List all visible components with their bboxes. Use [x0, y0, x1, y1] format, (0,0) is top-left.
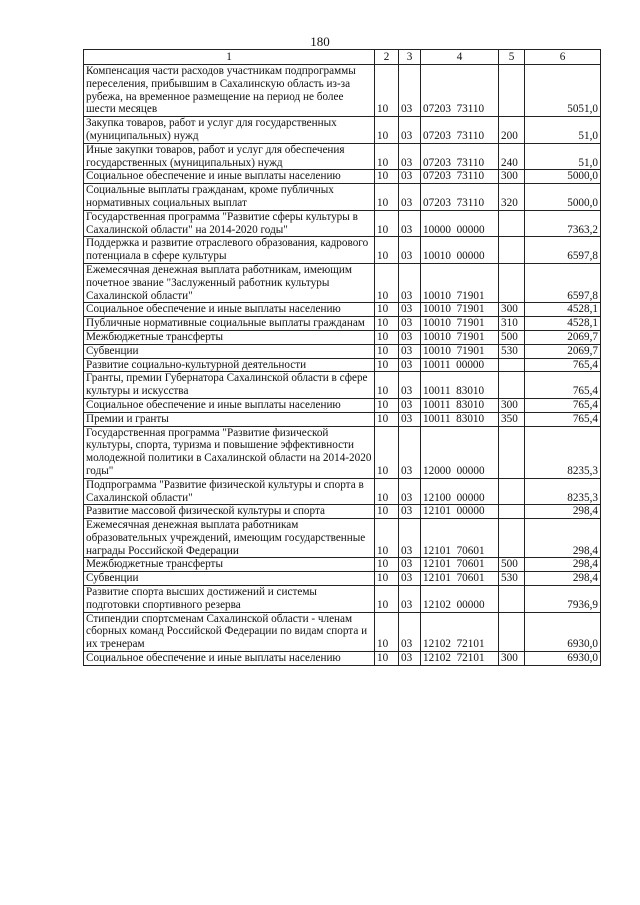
- cell-name: Ежемесячная денежная выплата работникам, имеющим почетное звание "Заслуженный работник культуры Сахалинской области": [84, 263, 375, 302]
- cell-target: 10010 71901: [421, 330, 499, 344]
- cell-section: 10: [375, 652, 399, 666]
- cell-type: 500: [499, 330, 525, 344]
- cell-target: 12102 72101: [421, 652, 499, 666]
- cell-subsection: 03: [399, 505, 421, 519]
- cell-name: Субвенции: [84, 572, 375, 586]
- cell-amount: 51,0: [525, 143, 601, 170]
- cell-amount: 298,4: [525, 572, 601, 586]
- cell-amount: 51,0: [525, 117, 601, 144]
- cell-amount: 765,4: [525, 398, 601, 412]
- cell-amount: 298,4: [525, 519, 601, 558]
- cell-target: 10010 00000: [421, 237, 499, 264]
- cell-amount: 2069,7: [525, 344, 601, 358]
- cell-type: [499, 505, 525, 519]
- cell-subsection: 03: [399, 612, 421, 651]
- table-row: [84, 330, 601, 344]
- cell-name: Развитие спорта высших достижений и системы подготовки спортивного резерва: [84, 586, 375, 613]
- cell-type: [499, 478, 525, 505]
- cell-subsection: 03: [399, 117, 421, 144]
- cell-subsection: 03: [399, 372, 421, 399]
- header-col-subsection: 3: [399, 50, 421, 65]
- cell-target: 10010 71901: [421, 344, 499, 358]
- cell-target: 10010 71901: [421, 317, 499, 331]
- cell-target: 12000 00000: [421, 426, 499, 478]
- page-number: 180: [310, 34, 330, 49]
- cell-subsection: 03: [399, 263, 421, 302]
- cell-amount: 5051,0: [525, 65, 601, 117]
- cell-section: 10: [375, 358, 399, 372]
- cell-amount: 5000,0: [525, 184, 601, 211]
- cell-name: Социальные выплаты гражданам, кроме публичных нормативных социальных выплат: [84, 184, 375, 211]
- cell-section: 10: [375, 65, 399, 117]
- cell-amount: 6930,0: [525, 612, 601, 651]
- cell-name: Публичные нормативные социальные выплаты гражданам: [84, 317, 375, 331]
- cell-subsection: 03: [399, 237, 421, 264]
- cell-target: 07203 73110: [421, 184, 499, 211]
- cell-amount: 4528,1: [525, 317, 601, 331]
- table-row: [84, 303, 601, 317]
- header-col-target: 4: [421, 50, 499, 65]
- cell-name: Межбюджетные трансферты: [84, 330, 375, 344]
- cell-section: 10: [375, 344, 399, 358]
- cell-amount: 298,4: [525, 558, 601, 572]
- cell-type: [499, 237, 525, 264]
- cell-section: 10: [375, 210, 399, 237]
- table-row: [84, 184, 601, 211]
- table-row: [84, 65, 601, 117]
- cell-type: [499, 612, 525, 651]
- cell-section: 10: [375, 426, 399, 478]
- cell-type: 200: [499, 117, 525, 144]
- cell-target: 12102 72101: [421, 612, 499, 651]
- cell-subsection: 03: [399, 184, 421, 211]
- table-row: [84, 478, 601, 505]
- table-row: [84, 398, 601, 412]
- cell-target: 10011 83010: [421, 372, 499, 399]
- cell-name: Социальное обеспечение и иные выплаты населению: [84, 652, 375, 666]
- cell-target: 07203 73110: [421, 117, 499, 144]
- table-row: [84, 237, 601, 264]
- cell-type: 300: [499, 398, 525, 412]
- cell-type: [499, 65, 525, 117]
- table-row: [84, 652, 601, 666]
- cell-section: 10: [375, 412, 399, 426]
- cell-amount: 8235,3: [525, 426, 601, 478]
- header-col-name: 1: [84, 50, 375, 65]
- cell-target: 07203 73110: [421, 143, 499, 170]
- cell-target: 12101 00000: [421, 505, 499, 519]
- cell-subsection: 03: [399, 143, 421, 170]
- cell-target: 12101 70601: [421, 558, 499, 572]
- cell-name: Социальное обеспечение и иные выплаты населению: [84, 303, 375, 317]
- table-row: [84, 612, 601, 651]
- cell-amount: 4528,1: [525, 303, 601, 317]
- cell-section: 10: [375, 572, 399, 586]
- table-body: [84, 65, 601, 666]
- table-row: [84, 170, 601, 184]
- cell-amount: 6930,0: [525, 652, 601, 666]
- cell-type: 530: [499, 344, 525, 358]
- cell-subsection: 03: [399, 65, 421, 117]
- cell-section: 10: [375, 612, 399, 651]
- cell-subsection: 03: [399, 170, 421, 184]
- table-row: [84, 558, 601, 572]
- cell-subsection: 03: [399, 412, 421, 426]
- cell-type: [499, 426, 525, 478]
- cell-section: 10: [375, 263, 399, 302]
- cell-type: 300: [499, 303, 525, 317]
- cell-subsection: 03: [399, 344, 421, 358]
- cell-type: [499, 358, 525, 372]
- cell-name: Субвенции: [84, 344, 375, 358]
- cell-section: 10: [375, 505, 399, 519]
- cell-section: 10: [375, 398, 399, 412]
- cell-section: 10: [375, 478, 399, 505]
- cell-section: 10: [375, 184, 399, 211]
- cell-amount: 6597,8: [525, 237, 601, 264]
- cell-target: 10010 71901: [421, 303, 499, 317]
- cell-section: 10: [375, 303, 399, 317]
- cell-name: Гранты, премии Губернатора Сахалинской области в сфере культуры и искусства: [84, 372, 375, 399]
- table-row: [84, 358, 601, 372]
- cell-name: Иные закупки товаров, работ и услуг для обеспечения государственных (муниципальных) нужд: [84, 143, 375, 170]
- cell-subsection: 03: [399, 519, 421, 558]
- cell-subsection: 03: [399, 478, 421, 505]
- cell-target: 12100 00000: [421, 478, 499, 505]
- cell-amount: 765,4: [525, 358, 601, 372]
- cell-type: 300: [499, 170, 525, 184]
- cell-target: 12101 70601: [421, 519, 499, 558]
- cell-name: Поддержка и развитие отраслевого образования, кадрового потенциала в сфере культуры: [84, 237, 375, 264]
- budget-table: [83, 49, 601, 666]
- cell-section: 10: [375, 558, 399, 572]
- table-row: [84, 426, 601, 478]
- cell-subsection: 03: [399, 586, 421, 613]
- cell-target: 10000 00000: [421, 210, 499, 237]
- cell-subsection: 03: [399, 358, 421, 372]
- cell-type: [499, 372, 525, 399]
- cell-target: 12101 70601: [421, 572, 499, 586]
- cell-subsection: 03: [399, 210, 421, 237]
- cell-amount: 7363,2: [525, 210, 601, 237]
- cell-name: Закупка товаров, работ и услуг для государственных (муниципальных) нужд: [84, 117, 375, 144]
- cell-subsection: 03: [399, 330, 421, 344]
- cell-type: 240: [499, 143, 525, 170]
- cell-subsection: 03: [399, 398, 421, 412]
- cell-name: Ежемесячная денежная выплата работникам образовательных учреждений, имеющим государственные награды Российской Федерации: [84, 519, 375, 558]
- table-row: [84, 210, 601, 237]
- cell-amount: 2069,7: [525, 330, 601, 344]
- cell-name: Развитие социально-культурной деятельности: [84, 358, 375, 372]
- cell-amount: 765,4: [525, 372, 601, 399]
- table-row: [84, 519, 601, 558]
- cell-type: [499, 210, 525, 237]
- cell-name: Социальное обеспечение и иные выплаты населению: [84, 398, 375, 412]
- table-row: [84, 572, 601, 586]
- table-row: [84, 412, 601, 426]
- cell-type: 500: [499, 558, 525, 572]
- cell-amount: 5000,0: [525, 170, 601, 184]
- cell-amount: 298,4: [525, 505, 601, 519]
- cell-target: 10011 00000: [421, 358, 499, 372]
- cell-target: 07203 73110: [421, 65, 499, 117]
- cell-type: 300: [499, 652, 525, 666]
- cell-type: 320: [499, 184, 525, 211]
- cell-subsection: 03: [399, 303, 421, 317]
- cell-type: 530: [499, 572, 525, 586]
- cell-amount: 8235,3: [525, 478, 601, 505]
- cell-name: Государственная программа "Развитие сферы культуры в Сахалинской области" на 2014-2020 годы": [84, 210, 375, 237]
- cell-amount: 6597,8: [525, 263, 601, 302]
- cell-name: Стипендии спортсменам Сахалинской области - членам сборных команд Российской Федерации по видам спорта и их тренерам: [84, 612, 375, 651]
- cell-type: 350: [499, 412, 525, 426]
- table-row: [84, 344, 601, 358]
- cell-subsection: 03: [399, 558, 421, 572]
- table-header-row: [84, 50, 601, 65]
- header-col-section: 2: [375, 50, 399, 65]
- cell-section: 10: [375, 330, 399, 344]
- cell-section: 10: [375, 586, 399, 613]
- header-col-type: 5: [499, 50, 525, 65]
- cell-type: [499, 519, 525, 558]
- cell-target: 10011 83010: [421, 398, 499, 412]
- cell-section: 10: [375, 317, 399, 331]
- cell-name: Премии и гранты: [84, 412, 375, 426]
- table-row: [84, 263, 601, 302]
- cell-target: 10011 83010: [421, 412, 499, 426]
- cell-amount: 765,4: [525, 412, 601, 426]
- cell-target: 12102 00000: [421, 586, 499, 613]
- cell-section: 10: [375, 117, 399, 144]
- cell-type: [499, 263, 525, 302]
- cell-type: 310: [499, 317, 525, 331]
- cell-name: Межбюджетные трансферты: [84, 558, 375, 572]
- cell-subsection: 03: [399, 572, 421, 586]
- cell-amount: 7936,9: [525, 586, 601, 613]
- header-col-amount: 6: [525, 50, 601, 65]
- cell-name: Социальное обеспечение и иные выплаты населению: [84, 170, 375, 184]
- cell-name: Подпрограмма "Развитие физической культуры и спорта в Сахалинской области": [84, 478, 375, 505]
- cell-section: 10: [375, 372, 399, 399]
- cell-subsection: 03: [399, 652, 421, 666]
- table-row: [84, 317, 601, 331]
- cell-target: 07203 73110: [421, 170, 499, 184]
- table-row: [84, 143, 601, 170]
- table-row: [84, 372, 601, 399]
- cell-name: Государственная программа "Развитие физической культуры, спорта, туризма и повышение эффективности молодежной политики в Сахалинской области на 2014-2020 годы": [84, 426, 375, 478]
- cell-type: [499, 586, 525, 613]
- table-row: [84, 505, 601, 519]
- cell-subsection: 03: [399, 317, 421, 331]
- cell-section: 10: [375, 519, 399, 558]
- table-row: [84, 117, 601, 144]
- table-row: [84, 586, 601, 613]
- cell-subsection: 03: [399, 426, 421, 478]
- cell-section: 10: [375, 237, 399, 264]
- cell-section: 10: [375, 143, 399, 170]
- cell-name: Компенсация части расходов участникам подпрограммы переселения, прибывшим в Сахалинскую область из-за рубежа, на временное размещение на период не более шести месяцев: [84, 65, 375, 117]
- cell-target: 10010 71901: [421, 263, 499, 302]
- cell-name: Развитие массовой физической культуры и спорта: [84, 505, 375, 519]
- cell-section: 10: [375, 170, 399, 184]
